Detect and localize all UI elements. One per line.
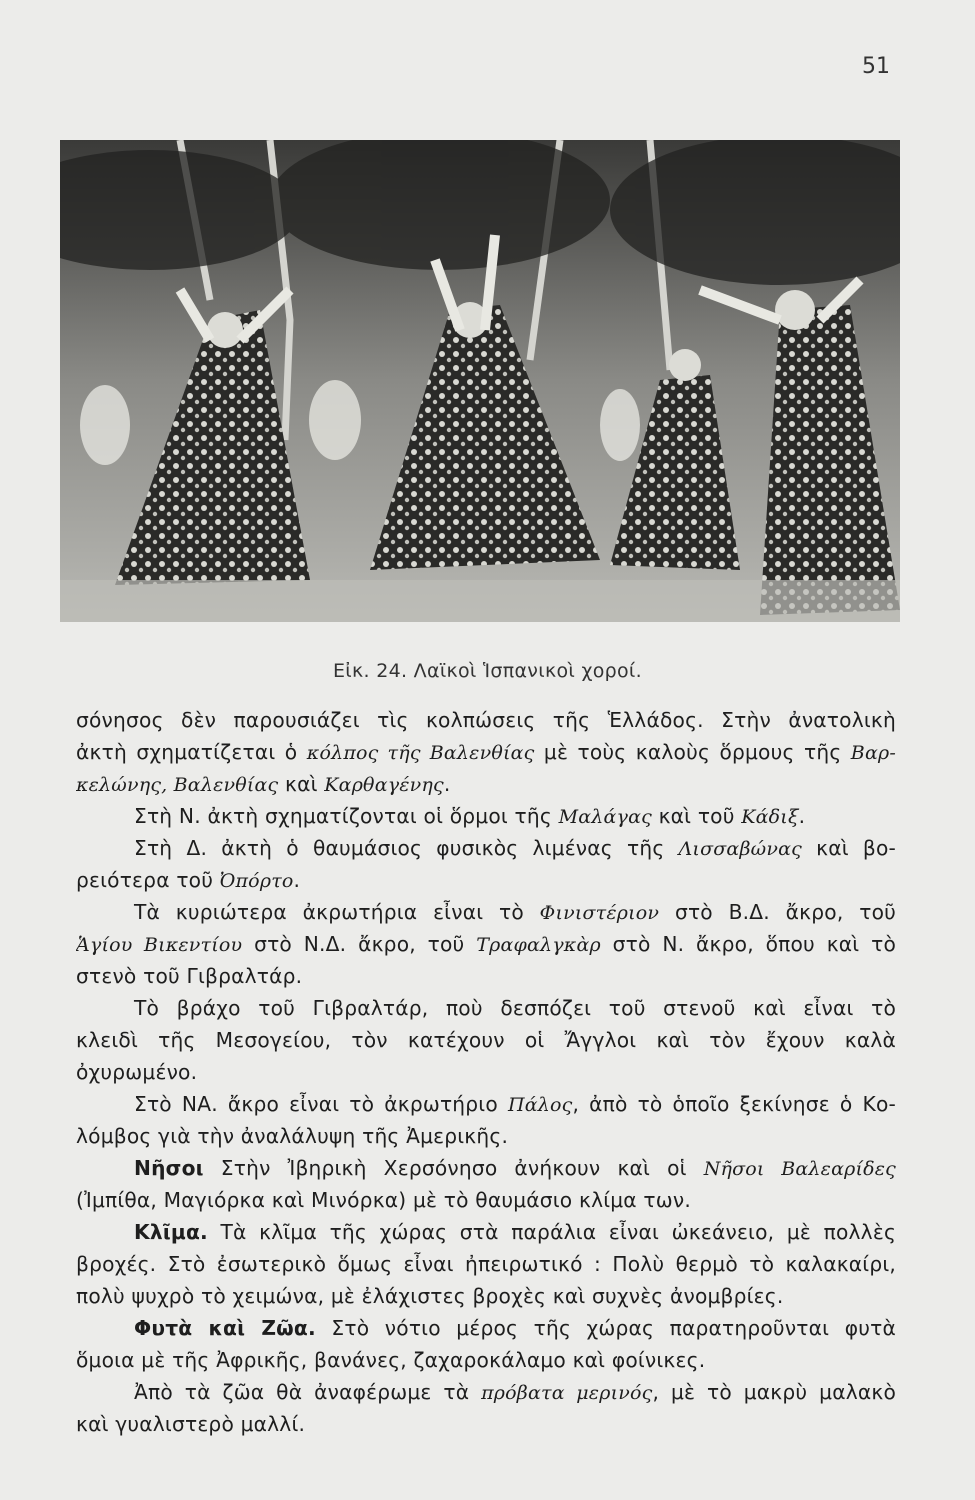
text-line: πολὺ ψυχρὸ τὸ χειμώνα, μὲ ἐλάχιστες βροχὲς καὶ συχνὲς ἀνομβρίες. [76, 1284, 784, 1308]
text-line: κελώνης, Βαλενθίας καὶ Καρθαγένης. [76, 772, 451, 796]
text-line: ρειότερα τοῦ Ὀπόρτο. [76, 868, 301, 892]
text-line: Στὴ Δ. ἀκτὴ ὁ θαυμάσιος φυσικὸς λιμένας τῆς Λισσαβώνας καὶ βο- [134, 836, 896, 860]
text-line: Στὴ Ν. ἀκτὴ σχηματίζονται οἱ ὅρμοι τῆς Μαλάγας καὶ τοῦ Κάδιξ. [134, 804, 806, 828]
text-line: στενὸ τοῦ Γιβραλτάρ. [76, 964, 303, 988]
section-heading: Φυτὰ καὶ Ζῶα. [134, 1316, 316, 1340]
text-line: καὶ γυαλιστερὸ μαλλί. [76, 1412, 306, 1436]
text-line: Τὸ βράχο τοῦ Γιβραλτάρ, ποὺ δεσπόζει τοῦ στενοῦ καὶ εἶναι τὸ [134, 996, 896, 1020]
figure-photo [60, 140, 900, 622]
text-line: Ἁγίου Βικεντίου στὸ Ν.Δ. ἄκρο, τοῦ Τραφαλγκὰρ στὸ Ν. ἄκρο, ὅπου καὶ τὸ [76, 932, 896, 956]
text-line: βροχές. Στὸ ἐσωτερικὸ ὅμως εἶναι ἠπειρωτικό : Πολὺ θερμὸ τὸ καλακαίρι, [76, 1252, 896, 1276]
page-number: 51 [862, 54, 890, 79]
text-line: Κλῖμα. Τὰ κλῖμα τῆς χώρας στὰ παράλια εἶναι ὠκεάνειο, μὲ πολλὲς [134, 1220, 896, 1244]
dancers-photo [60, 140, 900, 622]
body-text [76, 704, 896, 1440]
text-line: σόνησος δὲν παρουσιάζει τὶς κολπώσεις τῆς Ἑλλάδος. Στὴν ἀνατολικὴ [76, 708, 896, 732]
text-line: Ἀπὸ τὰ ζῶα θὰ ἀναφέρωμε τὰ πρόβατα μερινός, μὲ τὸ μακρὺ μαλακὸ [134, 1380, 896, 1404]
text-line: (Ἰμπίθα, Μαγιόρκα καὶ Μινόρκα) μὲ τὸ θαυμάσιο κλίμα των. [76, 1188, 691, 1212]
text-line: Νῆσοι Στὴν Ἰβηρικὴ Χερσόνησο ἀνήκουν καὶ οἱ Νῆσοι Βαλεαρίδες [134, 1156, 896, 1180]
text-line: Φυτὰ καὶ Ζῶα. Στὸ νότιο μέρος τῆς χώρας παρατηροῦνται φυτὰ [134, 1316, 896, 1340]
text-line: κλειδὶ τῆς Μεσογείου, τὸν κατέχουν οἱ Ἄγγλοι καὶ τὸν ἔχουν καλὰ [76, 1028, 896, 1052]
text-line: ὀχυρωμένο. [76, 1060, 198, 1084]
figure-caption: Εἰκ. 24. Λαϊκοὶ Ἱσπανικοὶ χοροί. [332, 660, 642, 682]
section-heading: Νῆσοι [134, 1156, 204, 1180]
text-line: Τὰ κυριώτερα ἀκρωτήρια εἶναι τὸ Φινιστέριον στὸ Β.Δ. ἄκρο, τοῦ [134, 900, 896, 924]
text-line: ἀκτὴ σχηματίζεται ὁ κόλπος τῆς Βαλενθίας μὲ τοὺς καλοὺς ὅρμους τῆς Βαρ- [76, 740, 896, 764]
text-line: λόμβος γιὰ τὴν ἀναλάλυψη τῆς Ἀμερικῆς. [76, 1124, 509, 1148]
text-line: Στὸ ΝΑ. ἄκρο εἶναι τὸ ἀκρωτήριο Πάλος, ἀπὸ τὸ ὁποῖο ξεκίνησε ὁ Κο- [134, 1092, 896, 1116]
section-heading: Κλῖμα. [134, 1220, 208, 1244]
text-line: ὅμοια μὲ τῆς Ἀφρικῆς, βανάνες, ζαχαροκάλαμο καὶ φοίνικες. [76, 1348, 706, 1372]
